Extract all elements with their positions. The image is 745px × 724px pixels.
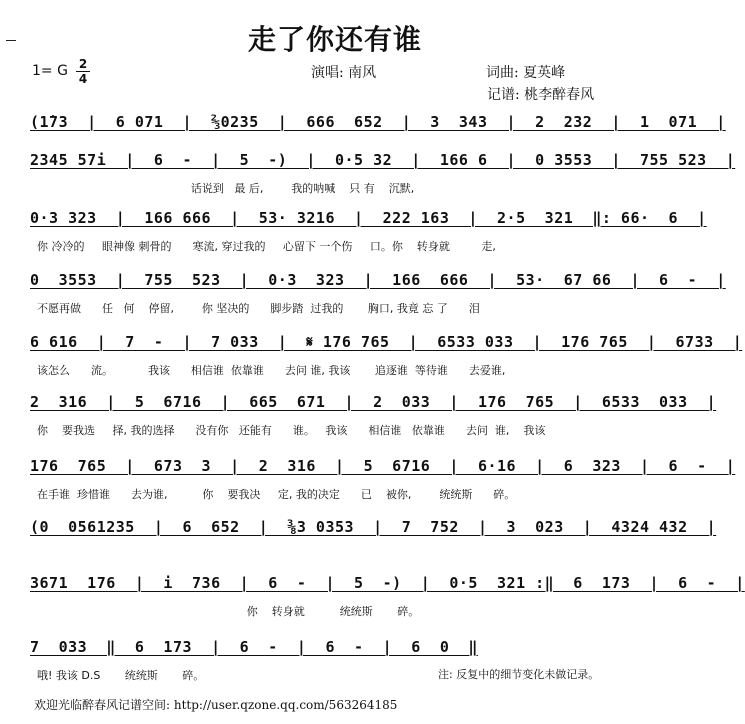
score-row-9-notes: 3671 176 | i 736 | 6 - | 5 -) | 0·5 321 :‖ 6 173 | 6 - |: [30, 574, 745, 592]
score-row-8: [30, 518, 717, 578]
score-row-5: [30, 333, 743, 393]
score-row-8-lyrics: [30, 547, 642, 565]
score-row-4-lyrics: 不愿再做 任 何 停留, 你 坚决的 脚步踏 过我的 胸口, 我竟 忘 了 泪: [30, 302, 480, 315]
score-row-9: [30, 574, 745, 634]
score-row-1-notes: (1̇73 | 6 071 | ⅔0235 | 666 652 | 3 343 | 2 232 | 1 071 |: [30, 113, 726, 131]
score-row-2-notes: 2345 57i | 6 - | 5 -) | 0·5 32 | 166 6 | 0 3553 | 755 523 |: [30, 151, 736, 169]
score-row-3: [30, 209, 707, 269]
time-signature-denominator: 4: [78, 72, 88, 86]
score-row-6: [30, 393, 717, 453]
score-row-4: [30, 271, 726, 331]
score-row-10-notes: 7 033 ‖ 6 173 | 6 - | 6 - | 6 0 ‖: [30, 638, 478, 656]
score-row-8-notes: (0 0561235 | 6 652 | ⅜3 0353 | 7 752 | 3 023 | 4324 432 |: [30, 518, 717, 536]
score-row-4-notes: 0 3553 | 755 523 | 0·3 323 | 166 666 | 53· 67 66 | 6 - |: [30, 271, 726, 289]
repeat-note: 注: 反复中的细节变化未做记录。: [438, 668, 600, 681]
score-row-6-notes: 2 316 | 5 6716 | 665 671 | 2 033 | 176 765 | 6533 033 |: [30, 393, 717, 411]
song-title: 走了你还有谁: [247, 23, 422, 56]
score-row-5-lyrics: 该怎么 流。 我该 相信谁 依靠谁 去问 谁, 我该 追逐谁 等待谁 去爱谁,: [30, 364, 506, 377]
transcriber-credit: 记谱: 桃李醉春风: [487, 87, 595, 103]
score-row-6-lyrics: 你 要我选 择, 我的选择 没有你 还能有 谁。 我该 相信谁 依靠谁 去问 谁, 我该: [30, 424, 546, 437]
time-signature: [76, 58, 90, 85]
score-row-3-notes: 0·3 323 | 166 666 | 53· 3216 | 222 163 | 2·5 321 ‖: 66· 6 |: [30, 209, 707, 227]
singer-credit: 演唱: 南风: [311, 65, 377, 81]
score-row-7: [30, 457, 736, 517]
score-row-7-notes: 176 765 | 673 3 | 2 316 | 5 6716 | 6·16 | 6 323 | 6 - |: [30, 457, 736, 475]
key-signature: 1= G: [32, 63, 68, 79]
score-row-7-lyrics: 在手谁 珍惜谁 去为谁, 你 要我决 定, 我的决定 已 被你, 统统斯 碎。: [30, 488, 516, 501]
score-row-3-lyrics: 你 冷冷的 眼神像 刺骨的 寒流, 穿过我的 心留下 一个伤 口。你 转身就 走,: [30, 240, 496, 253]
score-row-5-notes: 6 616 | 7 - | 7 033 | 𝄋 176 765 | 6533 033 | 176 765 | 6733 |: [30, 333, 743, 351]
score-row-2-lyrics: 话说到 最 后, 我的呐喊 只 有 沉默,: [30, 182, 415, 195]
score-row-2: [30, 151, 736, 211]
footer-credit: 欢迎光临醉春风记谱空间: http://user.qzone.qq.com/563264185: [34, 698, 398, 712]
lyricist-credit: 词曲: 夏英峰: [486, 65, 566, 81]
score-row-9-lyrics: 你 转身就 统统斯 碎。: [30, 605, 420, 618]
time-signature-numerator: 2: [78, 57, 88, 71]
score-row-10-lyrics: 哦! 我该 D.S 统统斯 碎。: [30, 669, 205, 682]
